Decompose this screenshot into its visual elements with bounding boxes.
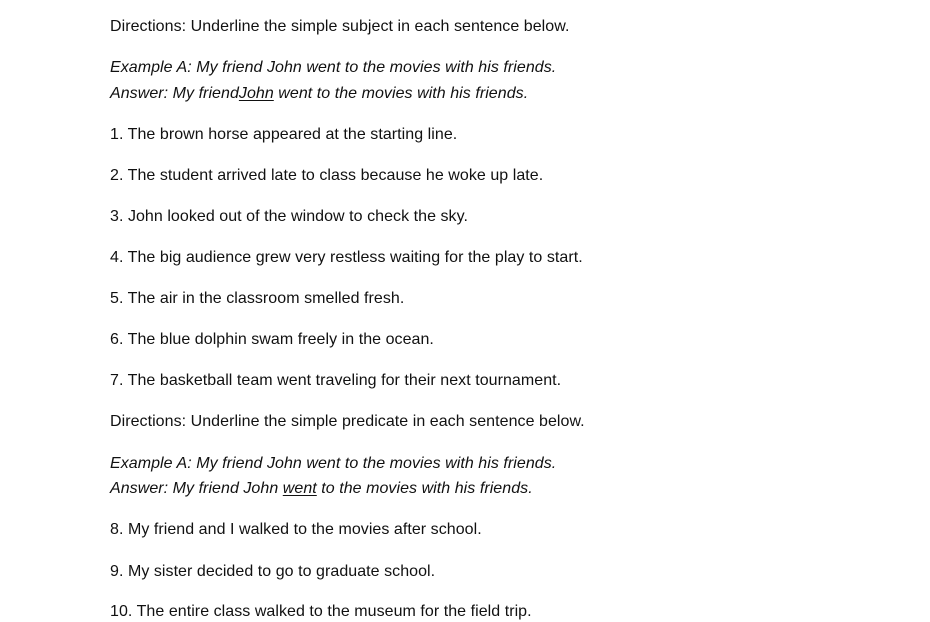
answer-subject-suffix: went to the movies with his friends. [273, 85, 529, 102]
list-item: 4. The big audience grew very restless waiting for the play to start. [110, 249, 583, 266]
answer-subject-underlined: John [238, 85, 274, 102]
list-item: 6. The blue dolphin swam freely in the ocean. [110, 331, 434, 348]
example-predicate: Example A: My friend John went to the movies with his friends. [110, 455, 557, 472]
list-item: 5. The air in the classroom smelled fresh. [110, 290, 405, 307]
answer-subject-prefix: Answer: My friend [110, 85, 239, 102]
list-item: 9. My sister decided to go to graduate school. [110, 563, 436, 580]
answer-subject [110, 84, 528, 104]
directions-subject: Directions: Underline the simple subject in each sentence below. [110, 18, 570, 35]
list-item: 7. The basketball team went traveling for their next tournament. [110, 372, 562, 389]
answer-predicate-underlined: went [282, 480, 317, 497]
list-item: 10. The entire class walked to the museum for the field trip. [110, 603, 532, 620]
answer-predicate [110, 479, 533, 499]
list-item: 3. John looked out of the window to check the sky. [110, 208, 468, 225]
example-subject: Example A: My friend John went to the movies with his friends. [110, 59, 557, 76]
answer-predicate-prefix: Answer: My friend John [110, 480, 283, 497]
list-item: 1. The brown horse appeared at the starting line. [110, 126, 458, 143]
answer-predicate-suffix: to the movies with his friends. [316, 480, 533, 497]
worksheet-page [110, 0, 910, 620]
directions-predicate: Directions: Underline the simple predicate in each sentence below. [110, 413, 585, 430]
list-item: 8. My friend and I walked to the movies after school. [110, 521, 482, 538]
list-item: 2. The student arrived late to class because he woke up late. [110, 167, 544, 184]
